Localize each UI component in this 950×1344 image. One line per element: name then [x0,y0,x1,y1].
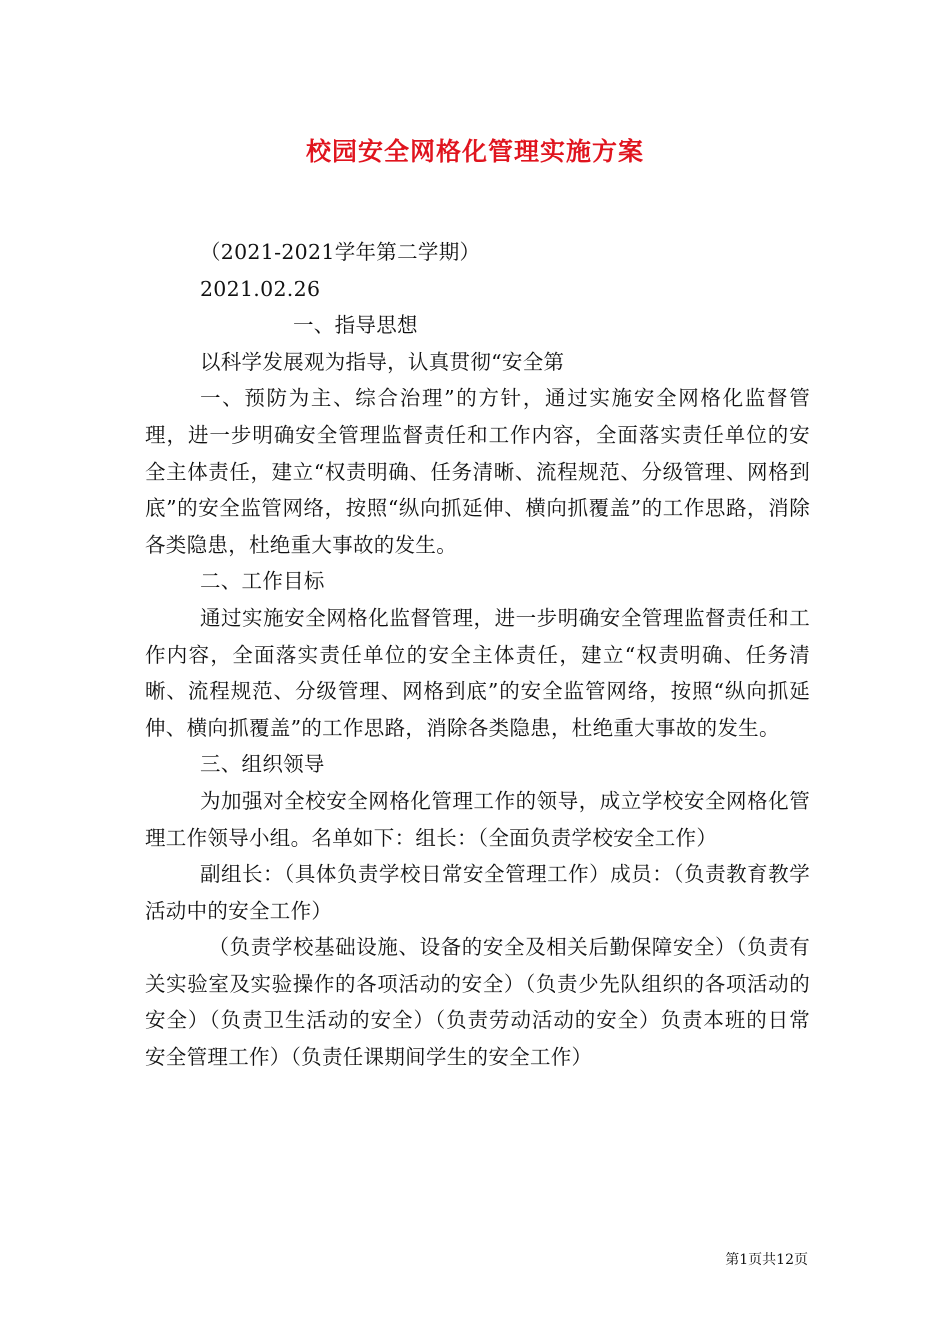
semester-line: （2021-2021学年第二学期） [199,240,481,264]
paragraph: 为加强对全校安全网格化管理工作的领导，成立学校安全网格化管理工作领导小组。名单如下：组长：（全面负责学校安全工作） [145,788,810,850]
paragraph: 以科学发展观为指导，认真贯彻“安全第 [199,349,565,374]
paragraph: 副组长：（具体负责学校日常安全管理工作）成员：（负责教育教学活动中的安全工作） [145,862,810,923]
section-heading-organization: 三、组织领导 [199,752,325,777]
date-line: 2021.02.26 [199,276,321,301]
document-body [145,234,810,1076]
document-title: 校园安全网格化管理实施方案 [305,137,644,166]
section-heading-work-goals: 二、工作目标 [199,569,325,594]
paragraph: 通过实施安全网格化监督管理，进一步明确安全管理监督责任和工作内容，全面落实责任单位的安全主体责任，建立“权责明确、任务清晰、流程规范、分级管理、网格到底”的安全监管网络，按照“纵向抓延伸、横向抓覆盖”的工作思路，消除各类隐患，杜绝重大事故的发生。 [145,605,810,740]
section-heading-guiding-thought: 一、指导思想 [293,313,418,338]
page-number: 第1页共12页 [725,1252,808,1268]
paragraph: 一、预防为主、综合治理”的方针，通过实施安全网格化监督管理，进一步明确安全管理监督责任和工作内容，全面落实责任单位的安全主体责任，建立“权责明确、任务清晰、流程规范、分级管理、网格到底”的安全监管网络，按照“纵向抓延伸、横向抓覆盖”的工作思路，消除各类隐患，杜绝重大事故的发生。 [145,386,810,557]
paragraph: （负责学校基础设施、设备的安全及相关后勤保障安全）（负责有关实验室及实验操作的各项活动的安全）（负责少先队组织的各项活动的安全）（负责卫生活动的安全）（负责劳动活动的安全）负责本班的日常安全管理工作）（负责任课期间学生的安全工作） [145,935,810,1070]
